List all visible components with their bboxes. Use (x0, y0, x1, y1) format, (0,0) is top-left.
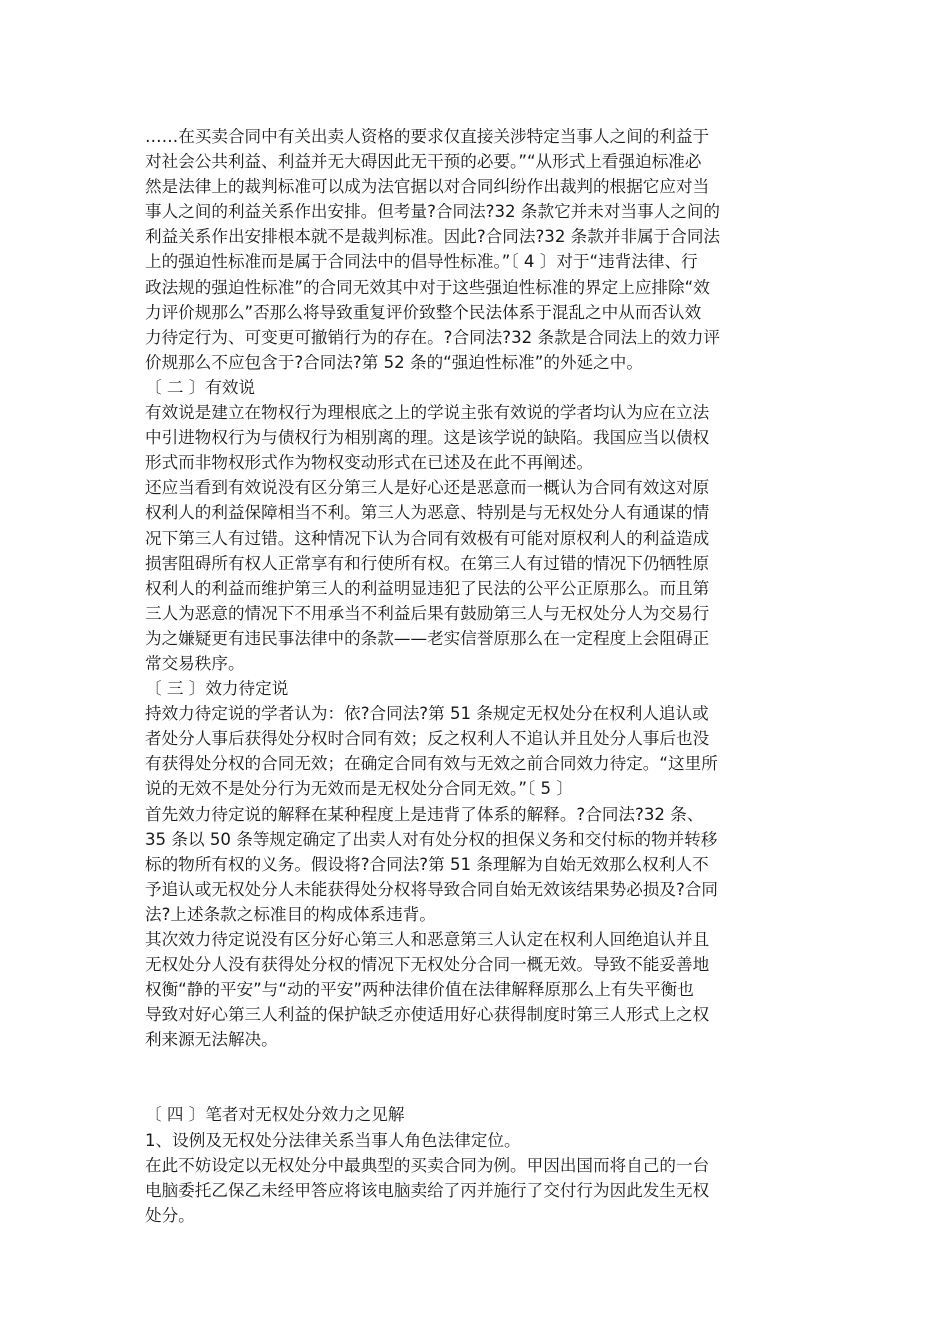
text-line: 无权处分人没有获得处分权的情况下无权处分合同一概无效。导致不能妥善地 (145, 955, 710, 975)
text-line: 三人为恶意的情况下不用承当不利益后果有鼓励第三人与无权处分人为交易行 (145, 603, 710, 623)
text-line: 力评价规那么”否那么将导致重复评价致整个民法体系于混乱之中从而否认效 (145, 302, 702, 322)
paragraph-gap (145, 1052, 815, 1102)
text-line: 者处分人事后获得处分权时合同有效；反之权利人不追认并且处分人事后也没 (145, 729, 710, 749)
text-line: 标的物所有权的义务。假设将?合同法?第 51 条理解为自始无效那么权利人不 (145, 854, 709, 874)
text-line: 说的无效不是处分行为无效而是无权处分合同无效。”〔 5 〕 (145, 779, 573, 799)
text-line: 1、设例及无权处分法律关系当事人角色法律定位。 (145, 1130, 521, 1150)
text-line: 然是法律上的裁判标准可以成为法官据以对合同纠纷作出裁判的根据它应对当 (145, 177, 710, 197)
text-line: 权利人的利益而维护第三人的利益明显违犯了民法的公平公正原那么。而且第 (145, 578, 710, 598)
text-line: 损害阻碍所有权人正常享有和行使所有权。在第三人有过错的情况下仍牺牲原 (145, 553, 710, 573)
text-line: 对社会公共利益、利益并无大碍因此无干预的必要。”“从形式上看强迫标准必 (145, 152, 702, 172)
text-line: 中引进物权行为与债权行为相别离的理。这是该学说的缺陷。我国应当以债权 (145, 428, 710, 448)
text-line: 政法规的强迫性标准”的合同无效其中对于这些强迫性标准的界定上应排除“效 (145, 277, 710, 297)
text-line: 权利人的利益保障相当不利。第三人为恶意、特别是与无权处分人有通谋的情 (145, 503, 710, 523)
document-body (145, 124, 815, 1228)
text-line: 形式而非物权形式作为物权变动形式在已述及在此不再阐述。 (145, 453, 594, 473)
text-line: 价规那么不应包含于?合同法?第 52 条的“强迫性标准”的外延之中。 (145, 352, 643, 372)
text-line: 其次效力待定说没有区分好心第三人和恶意第三人认定在权利人回绝追认并且 (145, 930, 710, 949)
text-line: 为之嫌疑更有违民事法律中的条款——老实信誉原那么在一定程度上会阻碍正 (145, 628, 710, 648)
text-line: 〔 二 〕有效说 (145, 377, 256, 397)
text-line: 首先效力待定说的解释在某种程度上是违背了体系的解释。?合同法?32 条、 (145, 804, 704, 824)
text-line: 35 条以 50 条等规定确定了出卖人对有处分权的担保义务和交付标的物并转移 (145, 829, 718, 849)
text-line: 〔 四 〕笔者对无权处分效力之见解 (145, 1105, 405, 1125)
text-line: 上的强迫性标准而是属于合同法中的倡导性标准。”〔 4 〕对于“违背法律、行 (145, 252, 698, 272)
text-line: 有获得处分权的合同无效；在确定合同有效与无效之前合同效力待定。“这里所 (145, 754, 718, 774)
text-line: ……在买卖合同中有关出卖人资格的要求仅直接关涉特定当事人之间的利益于 (145, 127, 710, 146)
text-line: 电脑委托乙保乙未经甲答应将该电脑卖给了丙并施行了交付行为因此发生无权 (145, 1180, 710, 1200)
text-line: 常交易秩序。 (145, 653, 245, 673)
text-line: 还应当看到有效说没有区分第三人是好心还是恶意而一概认为合同有效这对原 (145, 478, 710, 498)
text-line: 事人之间的利益关系作出安排。但考量?合同法?32 条款它并未对当事人之间的 (145, 202, 721, 222)
text-line: 〔 三 〕效力待定说 (145, 679, 289, 699)
text-block-section-four (145, 1102, 815, 1227)
text-line: 导致对好心第三人利益的保护缺乏亦使适用好心获得制度时第三人形式上之权 (145, 1005, 710, 1025)
text-line: 持效力待定说的学者认为：依?合同法?第 51 条规定无权处分在权利人追认或 (145, 704, 709, 724)
text-line: 处分。 (145, 1205, 195, 1225)
text-line: 予追认或无权处分人未能获得处分权将导致合同自始无效该结果势必损及?合同 (145, 879, 718, 899)
text-line: 况下第三人有过错。这种情况下认为合同有效极有可能对原权利人的利益造成 (145, 528, 710, 548)
text-line: 权衡“静的平安”与“动的平安”两种法律价值在法律解释原那么上有失平衡也 (145, 980, 694, 1000)
text-line: 利益关系作出安排根本就不是裁判标准。因此?合同法?32 条款并非属于合同法 (145, 227, 721, 247)
text-block-main (145, 124, 815, 1052)
text-line: 力待定行为、可变更可撤销行为的存在。?合同法?32 条款是合同法上的效力评 (145, 327, 721, 347)
text-line: 在此不妨设定以无权处分中最典型的买卖合同为例。甲因出国而将自己的一台 (145, 1155, 710, 1175)
text-line: 法?上述条款之标准目的构成体系违背。 (145, 904, 436, 924)
text-line: 有效说是建立在物权行为理根底之上的学说主张有效说的学者均认为应在立法 (145, 403, 710, 423)
text-line: 利来源无法解决。 (145, 1030, 278, 1050)
